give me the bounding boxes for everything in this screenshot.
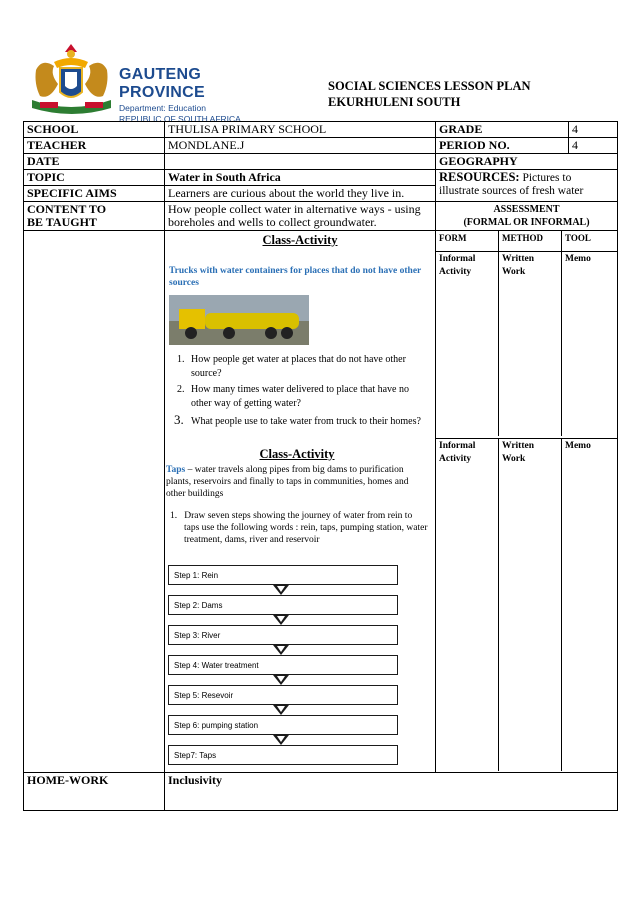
arrow-down-icon — [273, 675, 289, 685]
assessment-2-cell — [436, 439, 618, 773]
period-label: PERIOD NO. — [436, 138, 569, 154]
step-2-label: Step 2: Dams — [174, 601, 223, 610]
step-3-label: Step 3: River — [174, 631, 221, 640]
activity-2-tool: Memo — [565, 441, 591, 451]
assessment-title: ASSESSMENT — [493, 204, 560, 215]
logo-republic: REPUBLIC OF SOUTH AFRICA — [119, 114, 241, 124]
resources-label: RESOURCES: — [439, 170, 520, 184]
inclusivity-label: Inclusivity — [165, 773, 618, 811]
activity-2-content — [166, 447, 428, 546]
row-homework — [24, 773, 618, 811]
activity-1-subtitle: Trucks with water containers for places that do not have other sources — [169, 266, 422, 288]
assessment-header — [436, 202, 618, 231]
subject-label: GEOGRAPHY — [436, 154, 618, 170]
step-4-label: Step 4: Water treatment — [174, 661, 259, 670]
school-value: THULISA PRIMARY SCHOOL — [165, 122, 436, 138]
title-line-1: SOCIAL SCIENCES LESSON PLAN — [328, 79, 531, 93]
assessment-1-table — [436, 231, 617, 436]
arrow-down-icon — [273, 645, 289, 655]
step-5 — [168, 685, 398, 705]
arrow-down-icon — [273, 735, 289, 745]
water-journey-steps — [168, 561, 398, 775]
step-6-label: Step 6: pumping station — [174, 721, 259, 730]
row-teacher — [24, 138, 618, 154]
instruction-text: Draw seven steps showing the journey of water from rein to taps use the following words : rein, taps, pumping station, water treatment, dams, river and reservoir — [184, 511, 428, 545]
homework-label: HOME-WORK — [24, 773, 165, 811]
activity-2-intro — [166, 464, 428, 500]
coat-of-arms-icon — [24, 40, 119, 118]
water-truck-image — [169, 295, 309, 345]
step-2 — [168, 595, 398, 615]
document-title — [328, 78, 531, 110]
form-header: FORM — [436, 231, 499, 252]
content-label-1: CONTENT TO — [27, 202, 107, 216]
assessment-subtitle: (FORMAL OR INFORMAL) — [463, 217, 590, 228]
logo-department: Department: Education — [119, 103, 206, 113]
activity-2-form: Informal Activity — [436, 439, 499, 771]
date-label: DATE — [24, 154, 165, 170]
question-3: 3. What people use to take water from truck to their homes? — [187, 413, 431, 429]
activity-1-title: Class-Activity — [262, 233, 338, 247]
activity-left-blank — [24, 231, 165, 773]
arrow-down-icon — [273, 585, 289, 595]
activity-2-method: Written Work — [499, 439, 562, 771]
question-1: 1. How people get water at places that do not have other source? — [187, 353, 431, 381]
row-topic — [24, 170, 618, 186]
arrow-down-icon — [273, 615, 289, 625]
aims-label: SPECIFIC AIMS — [24, 186, 165, 202]
resources-value: Pictures to illustrate sources of fresh water — [439, 172, 584, 197]
step-4 — [168, 655, 398, 675]
taps-description: – water travels along pipes from big dams to purification plants, reservoirs and finally to taps in communities, homes and other buildings — [166, 465, 409, 499]
content-label-2: BE TAUGHT — [27, 215, 97, 229]
question-2: 2. How many times water delivered to place that have no other way of getting water? — [187, 383, 431, 411]
title-line-2: EKURHULENI SOUTH — [328, 95, 461, 109]
logo-text — [119, 66, 252, 124]
logo-province: GAUTENG PROVINCE — [119, 66, 205, 101]
topic-label: TOPIC — [24, 170, 165, 186]
tool-header: TOOL — [562, 231, 618, 252]
arrow-down-icon — [273, 705, 289, 715]
teacher-value: MONDLANE.J — [165, 138, 436, 154]
step-7-label: Step7: Taps — [174, 751, 217, 760]
activity-1-method: Written Work — [499, 252, 562, 437]
grade-label: GRADE — [436, 122, 569, 138]
activity-1-tool: Memo — [565, 254, 591, 264]
period-value: 4 — [569, 138, 618, 154]
grade-value: 4 — [569, 122, 618, 138]
topic-value: Water in South Africa — [165, 170, 436, 186]
taps-label: Taps — [166, 465, 186, 475]
step-1 — [168, 565, 398, 585]
method-header: METHOD — [499, 231, 562, 252]
row-date — [24, 154, 618, 170]
gauteng-logo — [24, 40, 252, 124]
content-label — [24, 202, 165, 231]
step-5-label: Step 5: Resevoir — [174, 691, 234, 700]
activity-2-instruction: 1. Draw seven steps showing the journey of water from rein to taps use the following words : rein, taps, pumping station, water treatment, dams, river and reservoir — [170, 511, 428, 545]
step-6 — [168, 715, 398, 735]
aims-value: Learners are curious about the world they live in. — [165, 186, 436, 202]
school-label: SCHOOL — [24, 122, 165, 138]
assessment-1-cell — [436, 231, 618, 439]
date-value — [165, 154, 436, 170]
resources-cell — [436, 170, 618, 202]
content-value: How people collect water in alternative ways - using boreholes and wells to collect groundwater. — [165, 202, 436, 231]
step-7 — [168, 745, 398, 765]
row-school — [24, 122, 618, 138]
assessment-2-table — [436, 439, 617, 771]
row-activity-1 — [24, 231, 618, 439]
teacher-label: TEACHER — [24, 138, 165, 154]
activity-2-title: Class-Activity — [259, 447, 335, 461]
step-1-label: Step 1: Rein — [174, 571, 219, 580]
activity-1-form: Informal Activity — [436, 252, 499, 437]
step-3 — [168, 625, 398, 645]
row-content — [24, 202, 618, 231]
activity-1-questions — [169, 353, 431, 429]
